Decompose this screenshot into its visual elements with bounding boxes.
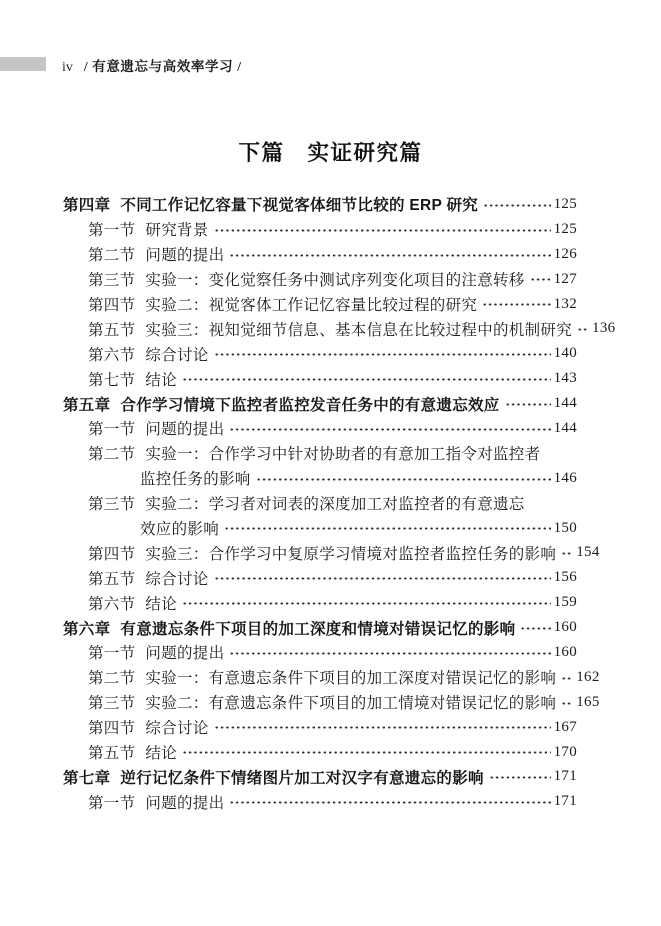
dot-leader xyxy=(489,764,551,789)
toc-row xyxy=(63,217,577,242)
folio-page-number: iv xyxy=(62,60,73,75)
dot-leader xyxy=(530,267,551,292)
dot-leader xyxy=(229,242,550,267)
dot-leader xyxy=(561,665,573,690)
toc-entry-title: 逆行记忆条件下情绪图片加工对汉字有意遗忘的影响 xyxy=(120,769,484,787)
toc-row xyxy=(63,640,577,665)
toc-entry-page: 127 xyxy=(553,270,577,287)
toc-entry-title: 实验二：视觉客体工作记忆容量比较过程的研究 xyxy=(145,297,478,314)
toc-row xyxy=(63,540,600,565)
toc-entry-page: 126 xyxy=(553,245,577,262)
toc-entry-page: 125 xyxy=(553,195,577,212)
toc-entry-label: 第五节 xyxy=(88,745,136,763)
dot-leader xyxy=(224,516,551,541)
toc-entry-label: 第一节 xyxy=(88,421,136,439)
running-header xyxy=(62,55,242,76)
toc-entry-label: 第四节 xyxy=(88,545,136,563)
toc-entry-page: 125 xyxy=(553,220,577,237)
toc-entry-page: 160 xyxy=(553,643,577,660)
toc-entry-title: 问题的提出 xyxy=(145,645,225,663)
dot-leader xyxy=(483,192,550,217)
dot-leader xyxy=(561,690,573,715)
toc-entry-page: 159 xyxy=(553,594,577,611)
toc-entry-page: 156 xyxy=(553,569,577,586)
toc-entry-page: 171 xyxy=(553,793,577,810)
dot-leader xyxy=(182,590,551,615)
toc-entry-label: 第五节 xyxy=(88,570,136,588)
toc-entry-title: 问题的提出 xyxy=(145,421,225,439)
toc-row xyxy=(63,192,577,217)
dot-leader xyxy=(229,416,550,441)
page-edge-tab xyxy=(0,57,46,71)
dot-leader xyxy=(214,565,551,590)
toc-entry-title: 结论 xyxy=(145,595,178,613)
toc-list xyxy=(63,192,616,814)
toc-entry-label: 第三节 xyxy=(88,695,136,713)
toc-entry-title: 问题的提出 xyxy=(145,247,225,265)
toc-entry-title: 效应的影响 xyxy=(140,521,220,539)
toc-row xyxy=(63,292,577,317)
toc-row xyxy=(63,740,577,765)
toc-entry-title: 问题的提出 xyxy=(145,794,225,812)
toc-entry-label: 第五章 xyxy=(63,396,111,414)
toc-entry-label: 第三节 xyxy=(88,272,136,290)
toc-entry-title: 实验三：合作学习中复原学习情境对监控者监控任务的影响 xyxy=(145,545,557,563)
toc-row xyxy=(63,590,577,615)
toc-entry-page: 170 xyxy=(553,743,577,760)
toc-entry-title: 结论 xyxy=(145,371,178,389)
running-book-title: / 有意遗忘与高效率学习 / xyxy=(83,59,242,74)
dot-leader xyxy=(214,217,551,242)
toc-entry-label: 第四节 xyxy=(88,720,136,738)
toc-row xyxy=(63,316,616,341)
dot-leader xyxy=(561,540,573,565)
toc-row xyxy=(63,764,577,789)
dot-leader xyxy=(520,615,550,640)
dot-leader xyxy=(577,316,589,341)
dot-leader xyxy=(182,740,551,765)
toc-entry-page: 144 xyxy=(553,419,577,436)
toc-row xyxy=(63,441,577,466)
toc-entry-title: 结论 xyxy=(145,745,178,763)
toc-entry-title: 合作学习情境下监控者监控发音任务中的有意遗忘效应 xyxy=(120,396,500,414)
toc-entry-title: 综合讨论 xyxy=(145,570,209,588)
toc-entry-label: 第六章 xyxy=(63,620,111,638)
toc-row xyxy=(63,715,577,740)
toc-entry-title: 监控任务的影响 xyxy=(140,471,251,489)
toc-row xyxy=(63,366,577,391)
toc-entry-title: 实验一：有意遗忘条件下项目的加工深度对错误记忆的影响 xyxy=(145,670,557,688)
toc-entry-label: 第二节 xyxy=(88,247,136,265)
toc-entry-page: 154 xyxy=(576,544,600,561)
toc-entry-label: 第六节 xyxy=(88,595,136,613)
toc-entry-label: 第五节 xyxy=(88,321,136,339)
toc-row xyxy=(63,267,577,292)
toc-entry-page: 165 xyxy=(576,693,600,710)
dot-leader xyxy=(256,466,551,491)
toc-entry-label: 第一节 xyxy=(88,222,136,240)
toc-entry-title: 有意遗忘条件下项目的加工深度和情境对错误记忆的影响 xyxy=(120,620,516,638)
toc-entry-label: 第三节 xyxy=(88,496,136,514)
part-title: 下篇 实证研究篇 xyxy=(238,141,423,165)
toc-entry-page: 143 xyxy=(553,370,577,387)
toc-entry-title: 综合讨论 xyxy=(145,346,209,364)
toc-row xyxy=(63,242,577,267)
toc-row xyxy=(63,466,577,491)
toc-entry-title: 实验二：学习者对词表的深度加工对监控者的有意遗忘 xyxy=(145,496,525,514)
toc-row xyxy=(63,491,577,516)
toc-entry-page: 132 xyxy=(553,295,577,312)
toc-entry-page: 150 xyxy=(553,519,577,536)
toc-row xyxy=(63,565,577,590)
toc-row xyxy=(63,341,577,366)
dot-leader xyxy=(482,292,550,317)
toc-entry-label: 第四章 xyxy=(63,197,111,215)
toc-entry-page: 136 xyxy=(592,320,616,337)
toc-entry-label: 第四节 xyxy=(88,297,136,314)
dot-leader xyxy=(229,640,550,665)
dot-leader xyxy=(229,789,550,814)
toc-entry-page: 162 xyxy=(576,668,600,685)
toc-entry-label: 第七节 xyxy=(88,371,136,389)
dot-leader xyxy=(214,341,551,366)
toc-entry-label: 第二节 xyxy=(88,670,136,688)
toc-entry-page: 140 xyxy=(553,345,577,362)
toc-entry-page: 144 xyxy=(553,395,577,412)
dot-leader xyxy=(182,366,551,391)
dot-leader xyxy=(214,715,551,740)
toc-entry-page: 160 xyxy=(553,619,577,636)
toc-entry-label: 第二节 xyxy=(88,446,136,464)
toc-entry-label: 第一节 xyxy=(88,794,136,812)
toc-entry-title: 研究背景 xyxy=(145,222,209,240)
toc-row xyxy=(63,665,600,690)
toc-row xyxy=(63,416,577,441)
toc-entry-title: 不同工作记忆容量下视觉客体细节比较的 ERP 研究 xyxy=(120,197,479,215)
toc-row xyxy=(63,789,577,814)
toc-entry-title: 实验一：变化觉察任务中测试序列变化项目的注意转移 xyxy=(145,272,525,290)
dot-leader xyxy=(505,391,551,416)
toc-entry-label: 第六节 xyxy=(88,346,136,364)
toc-entry-title: 实验二：有意遗忘条件下项目的加工情境对错误记忆的影响 xyxy=(145,695,557,713)
toc-entry-page: 167 xyxy=(553,718,577,735)
toc-entry-title: 实验一：合作学习中针对协助者的有意加工指令对监控者 xyxy=(145,446,541,464)
toc-entry-label: 第一节 xyxy=(88,645,136,663)
toc-entry-title: 实验三：视知觉细节信息、基本信息在比较过程中的机制研究 xyxy=(145,321,573,339)
toc-entry-title: 综合讨论 xyxy=(145,720,209,738)
toc-entry-page: 146 xyxy=(553,469,577,486)
toc-entry-label: 第七章 xyxy=(63,769,111,787)
toc-row xyxy=(63,391,577,416)
toc-row xyxy=(63,615,577,640)
toc-row xyxy=(63,690,600,715)
toc-entry-page: 171 xyxy=(553,768,577,785)
toc-row xyxy=(63,516,577,541)
